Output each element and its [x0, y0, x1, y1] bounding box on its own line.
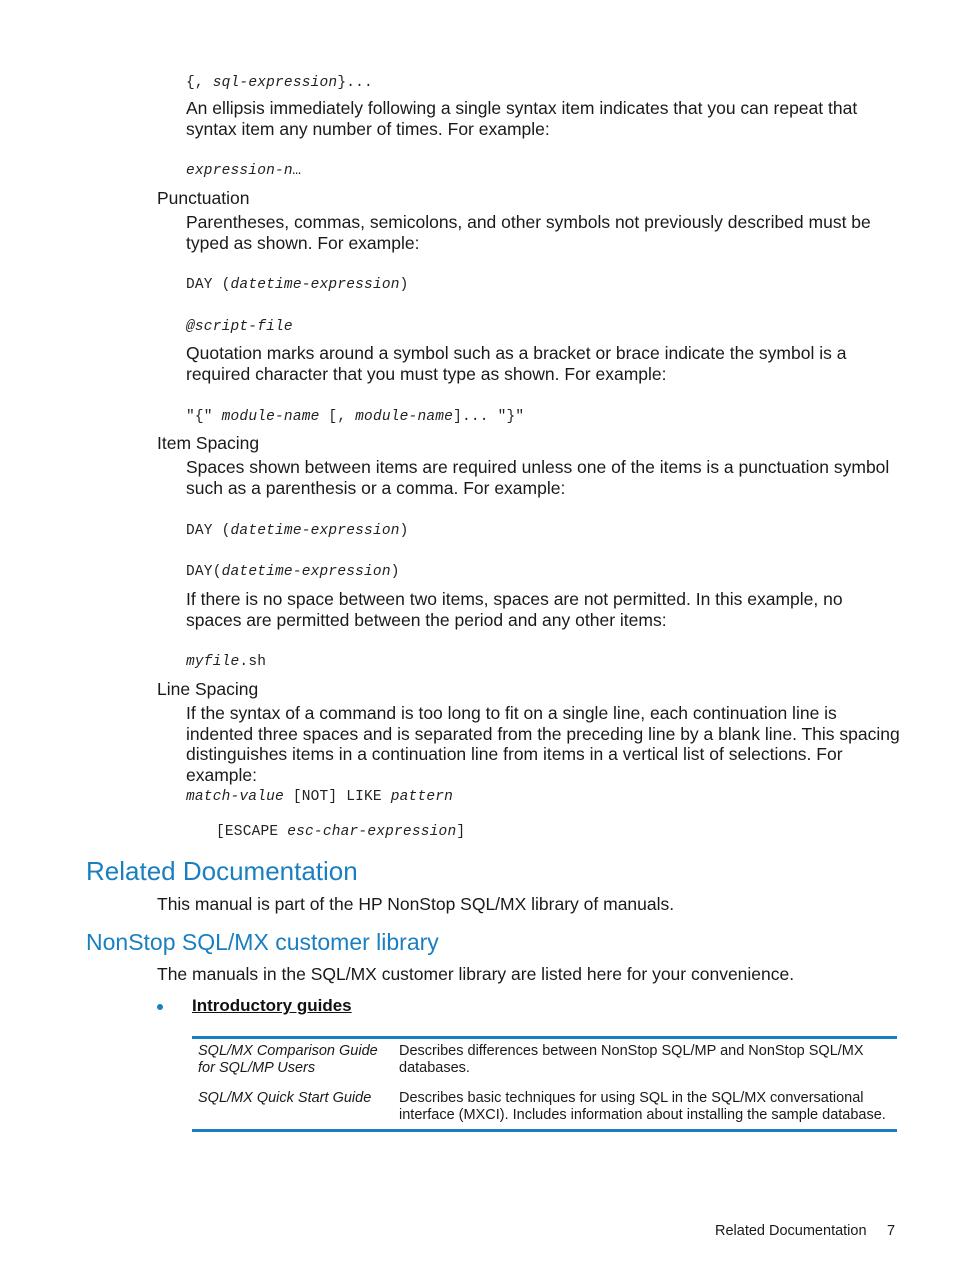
- footer-section-title: Related Documentation: [715, 1223, 867, 1239]
- table-cell-title[interactable]: SQL/MX Comparison Guide for SQL/MP Users: [198, 1043, 378, 1076]
- code-myfile-sh: myfile.sh: [186, 654, 267, 670]
- paragraph-line-spacing: If the syntax of a command is too long to fit on a single line, each continuation line is indented three spaces and is separated from the preceding line by a blank line. This spacing distinguishes items in a continuation line from items in a vertical list of selections. For example:: [186, 703, 900, 785]
- table-cell-description: Describes differences between NonStop SQL/MP and NonStop SQL/MX databases.: [399, 1043, 864, 1076]
- footer-page-number: 7: [887, 1223, 896, 1239]
- table-top-rule: [192, 1036, 897, 1039]
- code-expression-n: expression-n…: [186, 163, 302, 179]
- paragraph-ellipsis: An ellipsis immediately following a single syntax item indicates that you can repeat that syntax item any number of times. For example:: [186, 98, 858, 139]
- table-cell-title[interactable]: SQL/MX Quick Start Guide: [198, 1090, 372, 1106]
- code-script-file: @script-file: [186, 319, 293, 335]
- paragraph-punctuation: Parentheses, commas, semicolons, and other symbols not previously described must be typed as shown. For example:: [186, 212, 871, 253]
- term-line-spacing: Line Spacing: [157, 679, 259, 699]
- table-cell-description: Describes basic techniques for using SQL in the SQL/MX conversational interface (MXCI). Includes information about installing the sample database.: [399, 1090, 886, 1123]
- code-day-datetime-nospace: DAY(datetime-expression): [186, 564, 400, 580]
- code-escape-continuation: [ESCAPE esc-char-expression]: [216, 824, 466, 840]
- table-row: [192, 1043, 897, 1077]
- paragraph-no-space: If there is no space between two items, spaces are not permitted. In this example, no spaces are permitted between the period and any other items:: [186, 589, 843, 630]
- term-punctuation: Punctuation: [157, 188, 250, 208]
- paragraph-related: This manual is part of the HP NonStop SQL/MX library of manuals.: [157, 894, 675, 914]
- term-item-spacing: Item Spacing: [157, 433, 260, 453]
- code-match-value: match-value [NOT] LIKE pattern: [186, 789, 454, 805]
- heading-customer-library: NonStop SQL/MX customer library: [86, 929, 439, 955]
- paragraph-quotation-marks: Quotation marks around a symbol such as a bracket or brace indicate the symbol is a required character that you must type as shown. For example:: [186, 343, 847, 384]
- paragraph-customer-library: The manuals in the SQL/MX customer library are listed here for your convenience.: [157, 964, 795, 984]
- table-row: [192, 1090, 897, 1124]
- code-day-datetime: DAY (datetime-expression): [186, 277, 409, 293]
- link-introductory-guides[interactable]: Introductory guides: [192, 996, 352, 1015]
- guides-table: [192, 1043, 897, 1124]
- paragraph-item-spacing: Spaces shown between items are required unless one of the items is a punctuation symbol such as a parenthesis or a comma. For example:: [186, 457, 890, 498]
- table-bottom-rule: [192, 1129, 897, 1132]
- heading-related-documentation: Related Documentation: [86, 856, 358, 886]
- code-day-datetime-spaced: DAY (datetime-expression): [186, 523, 409, 539]
- code-module-name: "{" module-name [, module-name]... "}": [186, 409, 525, 425]
- bullet-dot-icon: [157, 1004, 163, 1010]
- code-sql-expression-repeat: {, sql-expression}...: [186, 75, 373, 91]
